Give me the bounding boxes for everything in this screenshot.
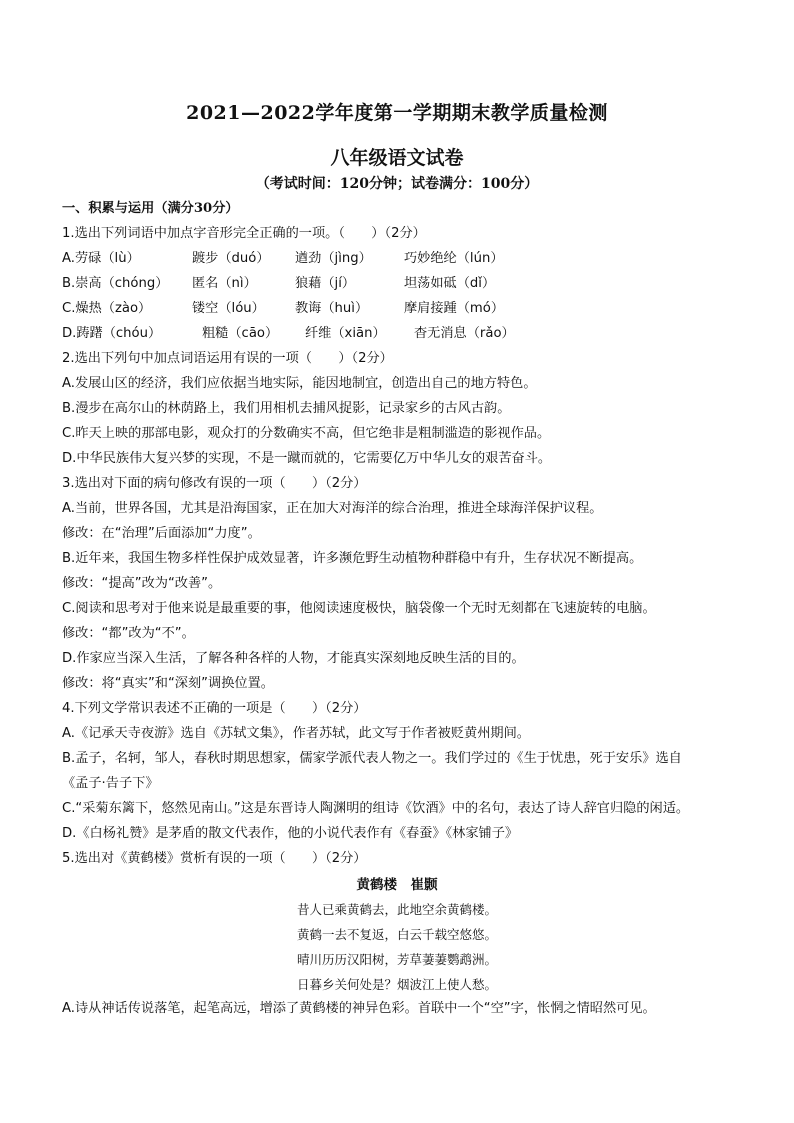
q1-c-word-4: 摩肩接踵（mó） (404, 301, 505, 316)
q1-option-b (62, 275, 495, 293)
q2-option-a: A.发展山区的经济，我们应依据当地实际，能因地制宜，创造出自己的地方特色。 (62, 376, 537, 391)
q3-option-a-fix: 修改：在“治理”后面添加“力度”。 (62, 526, 261, 541)
q1-d-word-2: 粗糙（cāo） (202, 326, 279, 341)
q1-a-word-4: 巧妙绝纶（lún） (404, 251, 504, 266)
section-heading: 一、积累与运用（满分30分） (62, 201, 239, 216)
q3-option-a: A.当前，世界各国，尤其是沿海国家，正在加大对海洋的综合治理，推进全球海洋保护议程。 (62, 501, 603, 516)
q1-option-c (62, 300, 504, 318)
poem-line-1: 昔人已乘黄鹤去，此地空余黄鹤楼。 (296, 902, 497, 917)
poem-line-4: 日暮乡关何处是？烟波江上使人愁。 (296, 977, 497, 992)
exam-title: 2021—2022学年度第一学期期末教学质量检测 (186, 102, 608, 124)
q1-c-word-3: 教诲（huì） (295, 301, 369, 316)
q1-a-word-2: 踱步（duó） (192, 251, 270, 266)
exam-subtitle: 八年级语文试卷 (330, 147, 464, 169)
poem-title: 黄鹤楼 崔颢 (356, 877, 438, 893)
question-1-stem: 1.选出下列词语中加点字音形完全正确的一项。（ ）（2分） (62, 226, 426, 241)
q1-b-word-1: B.崇高（chóng） (62, 276, 169, 291)
q4-option-c: C.“采菊东篱下，悠然见南山。”这是东晋诗人陶渊明的组诗《饮酒》中的名句，表达了诗人辞官归隐的闲适。 (62, 801, 690, 816)
question-3-stem: 3.选出对下面的病句修改有误的一项（ ）（2分） (62, 476, 367, 491)
q1-d-word-4: 杳无消息（rǎo） (414, 326, 515, 341)
q1-d-word-3: 纤维（xiān） (305, 326, 386, 341)
q4-option-a: A.《记承天寺夜游》选自《苏轼文集》，作者苏轼，此文写于作者被贬黄州期间。 (62, 726, 530, 741)
q4-option-b-line-2: 《孟子·告子下》 (62, 776, 159, 791)
q2-option-c: C.昨天上映的那部电影，观众打的分数确实不高，但它绝非是粗制滥造的影视作品。 (62, 426, 551, 441)
q3-option-c-fix: 修改：“都”改为“不”。 (62, 626, 195, 641)
exam-info: （考试时间：120分钟；试卷满分：100分） (255, 176, 539, 192)
q3-option-b-fix: 修改：“提高”改为“改善”。 (62, 576, 222, 591)
q4-option-d: D.《白杨礼赞》是茅盾的散文代表作，他的小说代表作有《春蚕》《林家铺子》 (62, 826, 519, 841)
q5-option-a: A.诗从神话传说落笔，起笔高远，增添了黄鹤楼的神异色彩。首联中一个“空”字，怅惘之情昭然可见。 (62, 1001, 656, 1016)
question-4-stem: 4.下列文学常识表述不正确的一项是（ ）（2分） (62, 701, 367, 716)
q2-option-b: B.漫步在高尔山的林荫路上，我们用相机去捕风捉影，记录家乡的古风古韵。 (62, 401, 511, 416)
poem-line-3: 晴川历历汉阳树，芳草萋萋鹦鹉洲。 (296, 952, 497, 967)
poem-line-2: 黄鹤一去不复返，白云千载空悠悠。 (296, 927, 497, 942)
q1-a-word-3: 遒劲（jìng） (295, 251, 372, 266)
q1-b-word-2: 匿名（nì） (192, 276, 257, 291)
q1-c-word-2: 镂空（lóu） (192, 301, 265, 316)
q1-d-word-1: D.踌躇（chóu） (62, 326, 162, 341)
q1-option-d (62, 325, 515, 343)
q1-option-a (62, 250, 504, 268)
q3-option-c: C.阅读和思考对于他来说是最重要的事，他阅读速度极快，脑袋像一个无时无刻都在飞速旋转的电脑。 (62, 601, 656, 616)
q3-option-d: D.作家应当深入生活，了解各种各样的人物，才能真实深刻地反映生活的目的。 (62, 651, 525, 666)
q3-option-b: B.近年来，我国生物多样性保护成效显著，许多濒危野生动植物种群稳中有升，生存状况不断提高。 (62, 551, 643, 566)
q1-b-word-4: 坦荡如砥（dǐ） (404, 276, 496, 291)
q1-b-word-3: 狼藉（jí） (295, 276, 356, 291)
q2-option-d: D.中华民族伟大复兴梦的实现，不是一蹴而就的，它需要亿万中华儿女的艰苦奋斗。 (62, 451, 552, 466)
question-2-stem: 2.选出下列句中加点词语运用有误的一项（ ）（2分） (62, 351, 393, 366)
question-5-stem: 5.选出对《黄鹤楼》赏析有误的一项（ ）（2分） (62, 851, 367, 866)
q3-option-d-fix: 修改：将“真实”和“深刻”调换位置。 (62, 676, 274, 691)
q1-c-word-1: C.燥热（zào） (62, 301, 152, 316)
q1-a-word-1: A.劳碌（lù） (62, 251, 140, 266)
q4-option-b-line-1: B.孟子，名轲，邹人，春秋时期思想家，儒家学派代表人物之一。我们学过的《生于忧患，死于安乐》选自 (62, 751, 682, 766)
